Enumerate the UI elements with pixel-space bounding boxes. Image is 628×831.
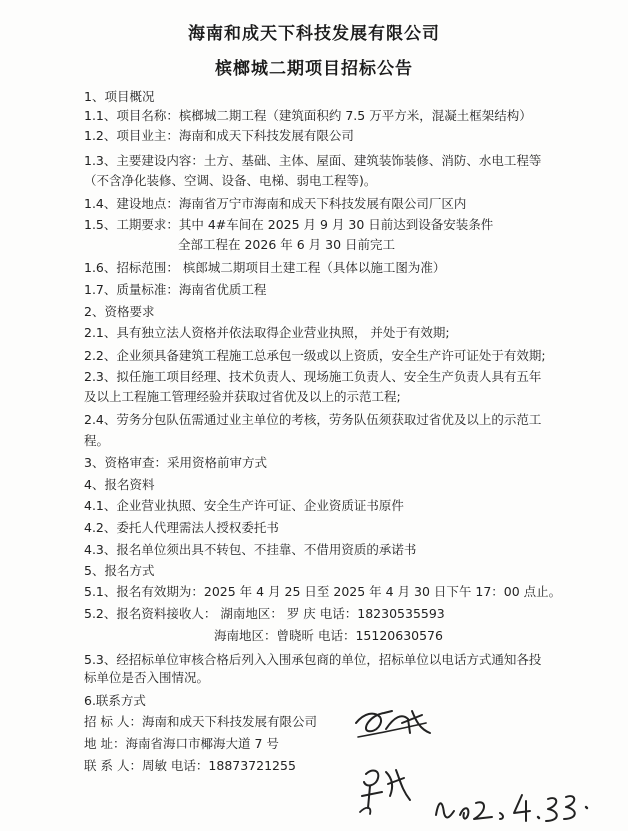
item-1-5-completion: 全部工程在 2026 年 6 月 30 日前完工 bbox=[178, 237, 396, 252]
item-2-3-continued: 及以上工程施工管理经验并获取过省优及以上的示范工程; bbox=[84, 389, 401, 404]
item-5-3-continued: 标单位是否入围情况。 bbox=[84, 670, 210, 685]
item-1-1-project-name: 1.1、项目名称：槟榔城二期工程（建筑面积约 7.5 万平方米，混凝土框架结构） bbox=[84, 108, 532, 123]
document-title: 槟榔城二期项目招标公告 bbox=[215, 59, 413, 79]
section-3-heading: 3、资格审查：采用资格前审方式 bbox=[84, 455, 267, 470]
item-4-2: 4.2、委托人代理需法人授权委托书 bbox=[84, 520, 279, 535]
contact-tenderer: 招 标 人：海南和成天下科技发展有限公司 bbox=[84, 714, 317, 729]
company-heading: 海南和成天下科技发展有限公司 bbox=[188, 24, 440, 44]
item-2-4: 2.4、劳务分包队伍需通过业主单位的考核，劳务队伍须获取过省优及以上的示范工 bbox=[84, 412, 542, 427]
item-1-7-quality: 1.7、质量标准：海南省优质工程 bbox=[84, 282, 267, 297]
section-6-heading: 6.联系方式 bbox=[84, 693, 146, 708]
item-1-3-scope: 1.3、主要建设内容：土方、基础、主体、屋面、建筑装饰装修、消防、水电工程等 bbox=[84, 153, 542, 168]
item-4-3: 4.3、报名单位须出具不转包、不挂靠、不借用资质的承诺书 bbox=[84, 542, 417, 557]
item-5-2-hunan-contact: 5.2、报名资料接收人： 湖南地区： 罗 庆 电话：18230535593 bbox=[84, 606, 445, 621]
item-4-1: 4.1、企业营业执照、安全生产许可证、企业资质证书原件 bbox=[84, 498, 404, 513]
item-2-2: 2.2、企业须具备建筑工程施工总承包一级或以上资质，安全生产许可证处于有效期; bbox=[84, 348, 546, 363]
item-1-4-location: 1.4、建设地点：海南省万宁市海南和成天下科技发展有限公司厂区内 bbox=[84, 196, 467, 211]
section-5-heading: 5、报名方式 bbox=[84, 563, 155, 578]
item-2-1: 2.1、具有独立法人资格并依法取得企业营业执照， 并处于有效期; bbox=[84, 325, 450, 340]
item-2-3: 2.3、拟任施工项目经理、技术负责人、现场施工负责人、安全生产负责人具有五年 bbox=[84, 369, 542, 384]
contact-address: 地 址：海南省海口市椰海大道 7 号 bbox=[84, 736, 279, 751]
section-4-heading: 4、报名资料 bbox=[84, 477, 155, 492]
item-2-4-continued: 程。 bbox=[84, 433, 110, 448]
item-5-2-hainan-contact: 海南地区：曾晓昕 电话：15120630576 bbox=[214, 628, 443, 643]
item-1-5-schedule: 1.5、工期要求：其中 4#车间在 2025 月 9 月 30 日前达到设备安装条件 bbox=[84, 217, 494, 232]
section-2-heading: 2、资格要求 bbox=[84, 304, 155, 319]
handwritten-date bbox=[430, 785, 600, 829]
section-1-heading: 1、项目概况 bbox=[84, 89, 155, 104]
item-1-2-owner: 1.2、项目业主：海南和成天下科技发展有限公司 bbox=[84, 128, 354, 143]
item-1-6-bid-scope: 1.6、招标范围： 槟郎城二期项目土建工程（具体以施工图为准） bbox=[84, 260, 446, 275]
contact-person: 联 系 人：周敏 电话：18873721255 bbox=[84, 758, 296, 773]
item-1-3-exclusions: （不含净化装修、空调、设备、电梯、弱电工程等)。 bbox=[84, 173, 377, 188]
item-5-3: 5.3、经招标单位审核合格后列入入围承包商的单位，招标单位以电话方式通知各投 bbox=[84, 652, 542, 667]
item-5-1: 5.1、报名有效期为：2025 年 4 月 25 日至 2025 年 4 月 30 日下午 17：00 点止。 bbox=[84, 584, 562, 599]
handwritten-signature-1 bbox=[350, 703, 440, 743]
